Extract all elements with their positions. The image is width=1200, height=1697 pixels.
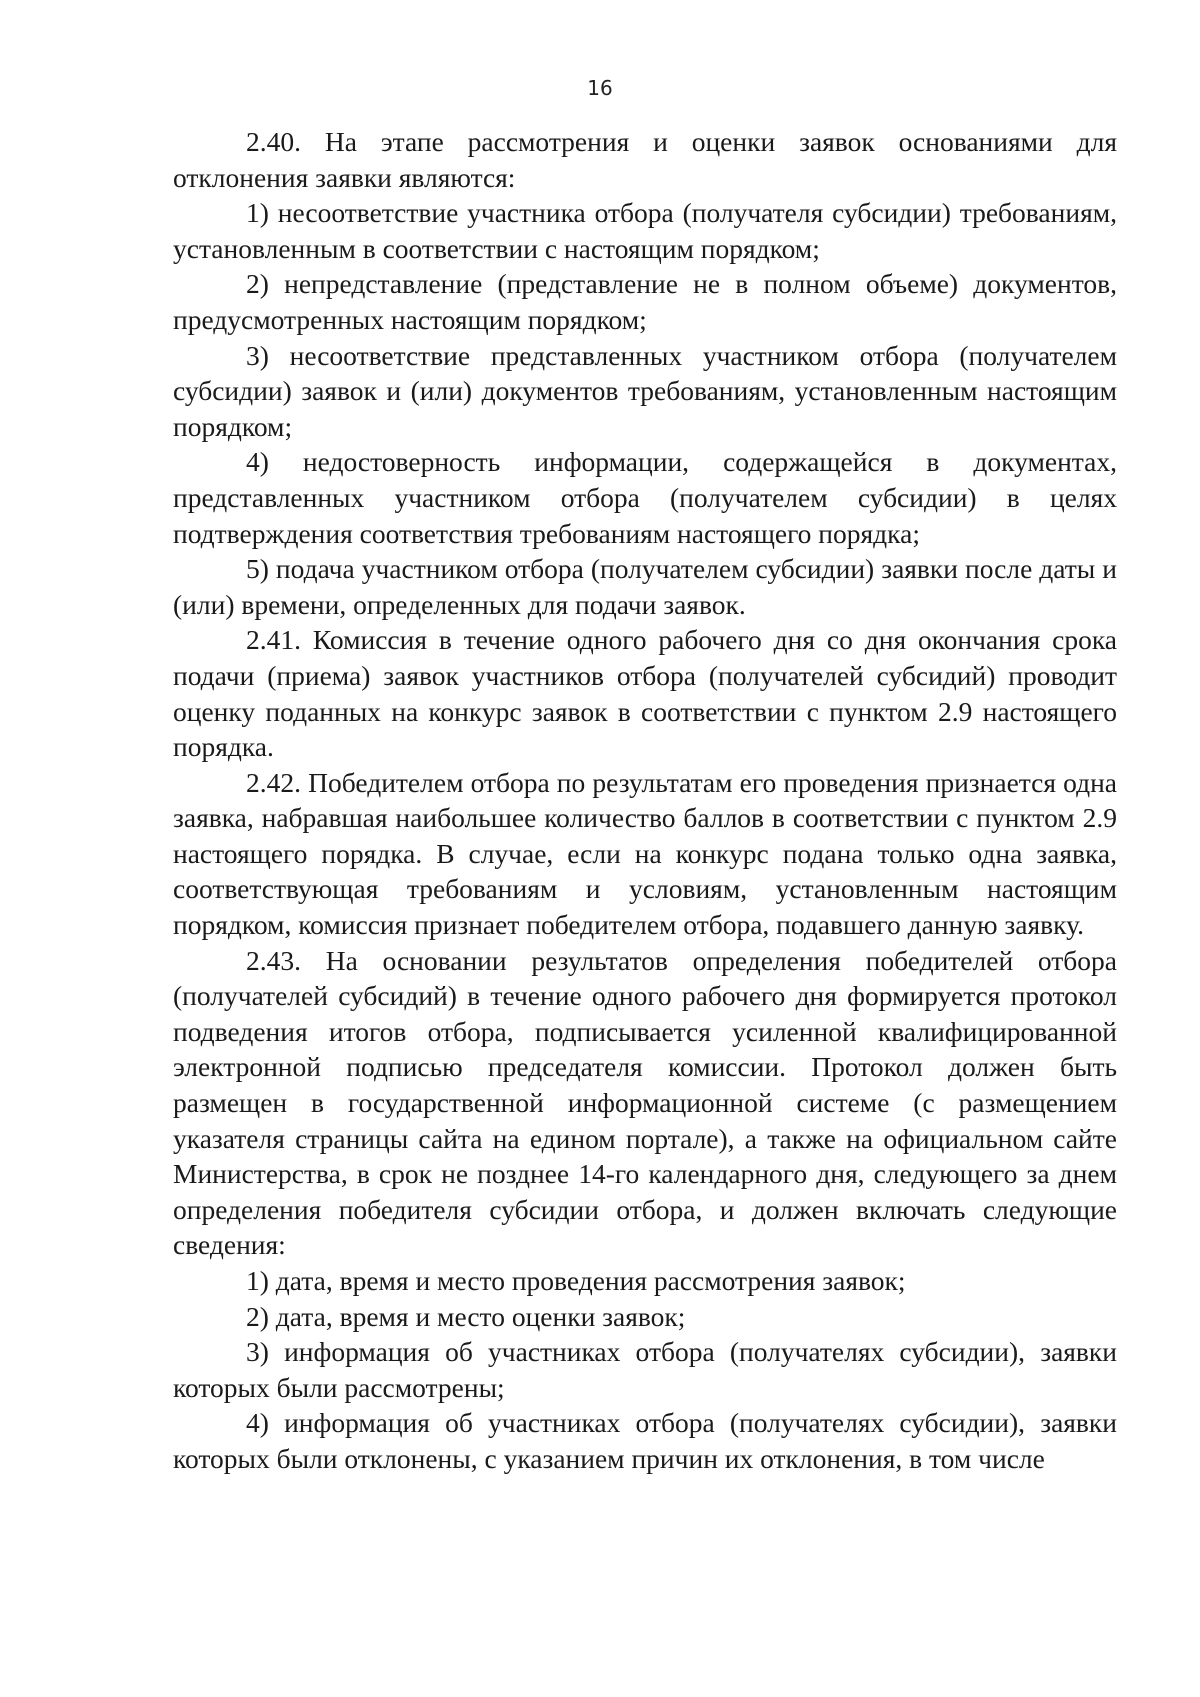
paragraph-2-43-item-3: 3) информация об участниках отбора (получателях субсидии), заявки которых были рассмотрены;	[173, 1336, 1117, 1403]
paragraph-2-40-item-3: 3) несоответствие представленных участником отбора (получателем субсидии) заявок и (или) документов требованиям, установленным настоящим порядком;	[173, 339, 1117, 442]
paragraph-2-40-item-4: 4) недостоверность информации, содержащейся в документах, представленных участником отбора (получателем субсидии) в целях подтверждения соответствия требованиям настоящего порядка;	[173, 446, 1117, 549]
paragraph-2-40-item-5: 5) подача участником отбора (получателем субсидии) заявки после даты и (или) времени, определенных для подачи заявок.	[173, 553, 1117, 620]
paragraph-2-40-item-1: 1) несоответствие участника отбора (получателя субсидии) требованиям, установленным в соответствии с настоящим порядком;	[173, 197, 1117, 264]
document-body	[173, 124, 1117, 1477]
paragraph-2-40: 2.40. На этапе рассмотрения и оценки заявок основаниями для отклонения заявки являются:	[173, 126, 1117, 193]
paragraph-2-43-item-2: 2) дата, время и место оценки заявок;	[246, 1300, 686, 1332]
paragraph-2-40-item-2: 2) непредставление (представление не в полном объеме) документов, предусмотренных настоящим порядком;	[173, 268, 1117, 335]
page-number: 16	[587, 76, 613, 100]
paragraph-2-43-item-1: 1) дата, время и место проведения рассмотрения заявок;	[246, 1265, 906, 1296]
paragraph-2-41: 2.41. Комиссия в течение одного рабочего дня со дня окончания срока подачи (приема) заявок участников отбора (получателей субсидий) проводит оценку поданных на конкурс заявок в соответствии с пунктом 2.9 настоящего порядка.	[173, 624, 1117, 763]
paragraph-2-43: 2.43. На основании результатов определения победителей отбора (получателей субсидий) в течение одного рабочего дня формируется протокол подведения итогов отбора, подписывается усиленной квалифицированной электронной подписью председателя комиссии. Протокол должен быть размещен в государственной информационной системе (с размещением указателя страницы сайта на едином портале), а также на официальном сайте Министерства, в срок не позднее 14-го календарного дня, следующего за днем определения победителя субсидии отбора, и должен включать следующие сведения:	[173, 944, 1117, 1261]
paragraph-2-43-item-4: 4) информация об участниках отбора (получателях субсидии), заявки которых были отклонены, с указанием причин их отклонения, в том числе	[173, 1407, 1117, 1474]
paragraph-2-42: 2.42. Победителем отбора по результатам его проведения признается одна заявка, набравшая наибольшее количество баллов в соответствии с пунктом 2.9 настоящего порядка. В случае, если на конкурс подана только одна заявка, соответствующая требованиям и условиям, установленным настоящим порядком, комиссия признает победителем отбора, подавшего данную заявку.	[173, 766, 1117, 941]
